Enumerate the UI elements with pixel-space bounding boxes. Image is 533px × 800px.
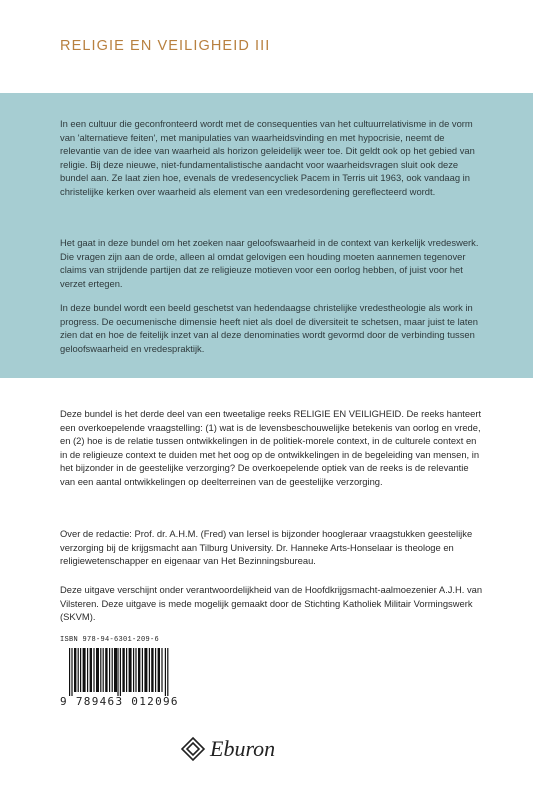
eburon-emblem-icon: [180, 736, 206, 762]
series-description: Deze bundel is het derde deel van een tweetalige reeks RELIGIE EN VEILIGHEID. De reeks hanteert een overkoepelende vraagstelling: (1) wat is de levensbeschouwelijke betekenis van oorlog en vrede, en (2) hoe is de relatie tussen ontwikkelingen in de politiek-morele context, in de culturele context en in de religieuze context te duiden met het oog op de ontwikkelingen in de begeleiding van mensen, in het bijzonder in de geestelijke verzorging? De overkoepelende optiek van de reeks is de relevantie van een aantal ontwikkelingen op deelterreinen van de geestelijke verzorging.: [60, 408, 482, 487]
isbn-label: ISBN 978-94-6301-209-6: [60, 636, 160, 644]
publication-note: Deze uitgave verschijnt onder verantwoordelijkheid van de Hoofdkrijgsmacht-aalmoezenier A.J.H. van Vilsteren. Deze uitgave is mede mogelijk gemaakt door de Stichting Katholiek Militair Vormingswerk (SKVM).: [60, 584, 483, 623]
summary-paragraph-1: In een cultuur die geconfronteerd wordt met de consequenties van het cultuurrelativisme in de vorm van 'alternatieve feiten', met manipulaties van waarheidsvinding en met hypocrisie, neemt de relevantie van de idee van waarheid als horizon geleidelijk weer toe. Dit geldt ook op het gebied van religie. Bij deze nieuwe, niet-fundamentalistische aandacht voor waarheidsvragen sluit ook deze bundel aan. Ze laat zien hoe, evenals de vredesencycliek Pacem in Terris uit 1963, ook vandaag in christelijke kerken over waarheid als element van een vredesordening gereflecteerd wordt.: [60, 118, 475, 197]
barcode-icon: [69, 648, 169, 696]
summary-paragraph-2: Het gaat in deze bundel om het zoeken naar geloofswaarheid in de context van kerkelijk vredeswerk. Die vragen zijn aan de orde, alleen al omdat gelovigen een houding moeten aannemen tegenover claims van strijdende partijen dat ze religieuze motieven voor een oorlog hebben, of juist voor het verzet ertegen.: [60, 237, 479, 289]
summary-paragraph-3: In deze bundel wordt een beeld geschetst van hedendaagse christelijke vredestheologie als work in progress. De oecumenische dimensie heeft niet als doel de diversiteit te schetsen, maar juist te laten zien dat en hoe de feitelijk inzet van al deze denominaties wordt gevormd door de verbinding tussen geloofswaarheid en vredespraktijk.: [60, 302, 478, 354]
publisher-name: Eburon: [210, 736, 276, 761]
series-title: RELIGIE EN VEILIGHEID III: [60, 38, 271, 54]
barcode-number: 9 789463 012096: [60, 695, 179, 708]
editors-description: Over de redactie: Prof. dr. A.H.M. (Fred) van Iersel is bijzonder hoogleraar vraagstukken geestelijke verzorging bij de krijgsmacht aan Tilburg University. Dr. Hanneke Arts-Honselaar is theologe en religiewetenschapper en eigenaar van Het Bezinningsbureau.: [60, 528, 473, 567]
publisher-logo: [180, 736, 275, 762]
